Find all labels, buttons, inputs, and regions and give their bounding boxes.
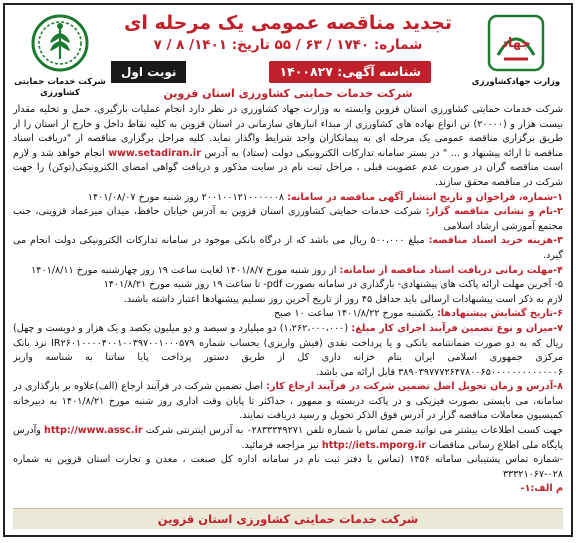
item-5 [13,278,563,293]
item-3-text: مبلغ ۵۰۰،۰۰۰ ریال می باشد که از درگاه بانکی موجود در سامانه تدارکات الکترونیکی دولت انجام می گیرد. [13,235,563,261]
item-1-text: ۲۰۰۱۰۰۱۲۱۰۰۰۰۰۰۸ روز شنبه مورخ ۱۴۰۱/۰۸/۰۷ [87,191,285,203]
item-10-text: -شماره تماس پشتیبانی سامانه ۱۴۵۶ (تماس با دفتر ثبت نام در سامانه اداره کل صنعت ، معدن و تجارت استان قزوین به شماره ۰۲۸-۳۳۳۲۱۰۶۷ [13,454,563,480]
assc-link[interactable]: http://www.assc.ir [44,425,143,437]
item-8 [13,380,563,424]
item-2 [13,205,563,234]
item-10 [13,453,563,482]
item-4 [13,264,563,279]
notice-badges [105,61,471,83]
item-7-text: (۱،۲۶۲،۰۰۰،۰۰۰) دو میلیارد و سیصد و دو میلیون یکصد و یک هزار و دویست و چهل) ریال که به دو صورت ضمانتنامه بانکی و یا پرداخت نقدی (فیش واریزی) بحساب شماره IR۲۶۰۱۰۰۰۰۴۰۰۱۰۰۳۹۷۰۰۱۰۰۰۵۷۹ نزد بانک مرکزی جمهوری اسلامی ایران بنام خزانه داری کل از طریق دستور پرداخت پایا ساتنا به شناسه واریز ۳۸۹۰۳۹۷۷۷۲۶۴۷۸۰۰۶۵۰۰۰۰۰۰۰۰۰۰۰۰۰۶ قابل ارائه می باشد. [13,322,563,378]
ministry-logo [469,13,563,99]
footer-banner: شرکت خدمات حمایتی کشاورزی استان قزوین [13,508,563,529]
item-7 [13,322,563,380]
item-4-text: از روز شنبه مورخ ۱۴۰۱/۸/۷ لغایت ساعت ۱۹ روز چهارشنبه مورخ ۱۴۰۱/۸/۱۱ [31,264,337,276]
reference-code [13,482,563,497]
company-logo-caption: شرکت خدمات حمایتی [14,77,106,87]
reference-text: م الف:۱- [520,483,563,495]
ministry-logo-caption: وزارت جهادکشاورزی [471,77,561,87]
organization-name: شرکت خدمات حمایتی کشاورزی استان قزوین [163,87,413,100]
item-5-text: ۵- آخرین مهلت ارائه پاکت های پیشنهادی- بارگذاری در سامانه بصورت pdf- تا ساعت ۱۹ روز شنبه مورخ ۱۴۰۱/۸/۲۱ [103,279,563,291]
item-5-note [13,293,563,308]
item-4-label: ۴-مهلت زمانی دریافت اسناد مناقصه از سامانه: [339,264,563,276]
notice-title: تجدید مناقصه عمومی یک مرحله ای [123,12,452,34]
item-9-text-2: وآدرس پایگاه ملی اطلاع رسانی مناقصات [13,425,563,451]
item-7-label: ۷-میزان و نوع تضمین فرآیند اجرای کار مبلغ: [351,322,563,334]
item-2-label: ۲-نام و نشانی مناقصه گزار: [425,206,563,218]
intro-paragraph [13,103,563,191]
item-3-label: ۳-هزینه خرید اسناد مناقصه: [428,235,563,247]
item-9 [13,424,563,453]
iets-link[interactable]: http://iets.mporg.ir [321,439,427,451]
company-logo-caption-2: کشاورزی [40,88,80,98]
intro-text-2: انجام خواهد شد و لازم است مناقصه گران در صورت عدم عضویت قبلی ، مراحل ثبت نام در سایت مذکور و دریافت گواهی امضای الکترونیکی(توکن) را جهت شرکت در مناقصه محقق سازند. [13,147,563,188]
company-logo [13,13,107,99]
item-2-text: شرکت خدمات حمایتی کشاورزی استان قزوین به آدرس خیابان حافظ، میدان میرعماد قزوینی، جنب مجتمع آموزشی ارشاد اسلامی [13,206,563,232]
round-badge: نوبت اول [111,61,186,83]
notice-header [105,11,471,55]
tender-notice [3,3,573,537]
jahad-emblem-icon [486,13,546,73]
item-5-note-text: لازم به ذکر است پیشنهادات ارسالی باید حداقل ۴۵ روز از تاریخ آخرین روز تسلیم پیشنهادها اعتبار داشته باشند. [123,293,563,305]
notice-number-date: شماره: ۱۷۴۰ / ۶۳ / ۵۵ تاریخ: ۱۴۰۱/ ۸ / ۷ [153,37,423,53]
item-9-text: جهت کسب اطلاعات بیشتر می توانید ضمن تماس با شماره تلفن ۰۲۸۳۳۳۴۹۲۷۱ به آدرس اینترنتی شرکت [145,425,563,437]
item-6 [13,307,563,322]
item-8-label: ۸-آدرس و زمان تحویل اصل تضمین شرکت در فرآیند ارجاع کار: [266,381,563,393]
item-9-text-3: نیز مراجعه فرمائید. [241,439,319,451]
jahad-logo-text: جهاد [501,36,531,51]
notice-id-badge: شناسه آگهی: ۱۴۰۰۸۲۷ [269,61,431,83]
notice-body [13,103,563,505]
item-8-text: اصل تضمین شرکت در فرآیند ارجاع (الف)علاوه بر بارگذاری در سامانه، می بایستی بصورت فیزیکی و در پاکت دربسته و ممهور ، حداکثر تا پایان وقت اداری روز شنبه مورخ ۱۴۰۱/۸/۲۱ به دبیرخانه کمیسیون معاملات مناقصه گزار در آدرس فوق الذکر تحویل و رسید دریافت نمایند. [13,381,563,422]
item-1-label: ۱-شماره، فراخوان و تاریخ انتشار آگهی مناقصه در سامانه: [287,191,563,203]
setad-link[interactable]: www.setadiran.ir [108,147,201,159]
item-1 [13,191,563,206]
intro-text: شرکت خدمات حمایتی کشاورزی استان قزوین وابسته به وزارت جهاد کشاورزی در نظر دارد انجام عملیات بارگیری، حمل و تخلیه مقدار بیست هزار و (۲۰۰۰۰) تن انواع نهاده های کشاورزی از مبداء انبارهای سازمانی در استان قزوین به کلیه نقاط داخل و خارج از استان را از طریق برگزاری مناقصه عمومی یک مرحله ای به پیمانکاران واجد شرایط واگذار نماید. کلیه مراحل برگزاری مناقصه از "دریافت اسناد مناقصه تا ارائه پیشنهاد و ... " در بستر سامانه تدارکات الکترونیکی دولت (ستاد) به آدرس [13,104,563,159]
item-6-label: ۶-تاریخ گشایش پیشنهادها: [436,308,563,320]
item-6-text: یکشنبه مورخ ۱۴۰۱/۸/۲۲ ساعت ۱۰ صبح [274,308,434,320]
item-3 [13,234,563,263]
wheat-emblem-icon [30,13,90,73]
